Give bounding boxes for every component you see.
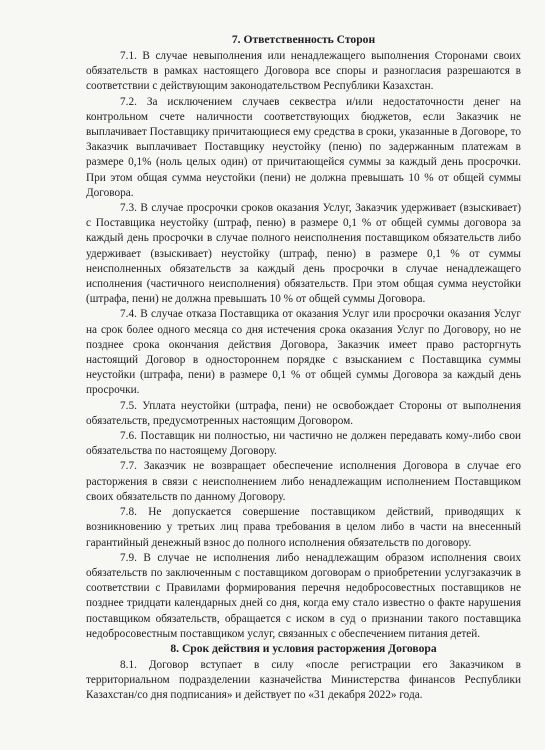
section-7-title: 7. Ответственность Сторон <box>231 33 376 46</box>
clause-7-2: 7.2. За исключением случаев секвестра и/или недостаточности денег на контрольном счете наличности соответствующих бюджетов, если Заказчик не выплачивает Поставщику причитающиеся ему средства в сроки, указанные в Договоре, то Заказчик выплачивает Поставщику неустойку (пеню) по задержанным платежам в размере 0,1% (ноль целых один) от причитающейся суммы за каждый день просрочки. При этом общая сумма неустойки (пени) не должна превышать 10 % от общей суммы Договора. <box>86 95 521 199</box>
clause-7-7: 7.7. Заказчик не возвращает обеспечение исполнения Договора в случае его расторжения в связи с неисполнением либо ненадлежащим исполнением Поставщиком своих обязательств по данному Договору. <box>86 460 521 503</box>
clause-7-4: 7.4. В случае отказа Поставщика от оказания Услуг или просрочки оказания Услуг на срок более одного месяца со дня истечения срока оказания Услуг по Договору, но не позднее срока окончания действия Договора, Заказчик имеет право расторгнуть настоящий Договор в одностороннем порядке с взысканием с Поставщика суммы неустойки (штрафа, пени) в размере 0,1 % от общей суммы Договора за каждый день просрочки. <box>86 308 521 397</box>
clause-7-8: 7.8. Не допускается совершение поставщиком действий, приводящих к возникновению у третьих лиц права требования в целом либо в части на внесенный гарантийный денежный взнос до полного исполнения обязательств по договору. <box>86 506 521 549</box>
section-8-title: 8. Срок действия и условия расторжения Договора <box>170 641 437 655</box>
clause-7-6: 7.6. Поставщик ни полностью, ни частично не должен передавать кому-либо свои обязательства по настоящему Договору. <box>86 430 521 458</box>
clause-7-1: 7.1. В случае невыполнения или ненадлежащего выполнения Сторонами своих обязательств в рамках настоящего Договора все споры и разногласия разрешаются в соответствии с действующим законодательством Республики Казахстан. <box>86 50 521 93</box>
clause-7-9: 7.9. В случае не исполнения либо ненадлежащим образом исполнения своих обязательств по заключенным с поставщиком договорам о приобретении услугзаказчик в соответствии с Правилами формирования перечня недобросовестных поставщиков не позднее тридцати календарных дней со дня, когда ему стало известно о факте нарушения поставщиком обязательств, обращается с иском в суд о признании такого поставщика недобросовестным поставщиком услуг, связанных с обеспечением питания детей. <box>86 551 521 640</box>
clause-7-3: 7.3. В случае просрочки сроков оказания Услуг, Заказчик удерживает (взыскивает) с Поставщика неустойку (штраф, пеню) в размере 0,1 % от общей суммы договора за каждый день просрочки в случае полного неисполнения поставщиком обязательств либо удерживает (взыскивает) неустойку (штраф, пеню) в размере 0,1 % от суммы неисполненных обязательств за каждый день просрочки в случае ненадлежащего исполнения (частичного неисполнения) обязательств. При этом общая сумма неустойки (штрафа, пени) не должна превышать 10 % от общей суммы Договора. <box>86 202 521 306</box>
clause-7-5: 7.5. Уплата неустойки (штрафа, пени) не освобождает Стороны от выполнения обязательств, предусмотренных настоящим Договором. <box>86 399 521 427</box>
clause-8-1: 8.1. Договор вступает в силу «после регистрации его Заказчиком в территориальном подразделении казначейства Министерства финансов Республики Казахстан/со дня подписания» и действует по «31 декабря 2022» года. <box>86 658 521 702</box>
